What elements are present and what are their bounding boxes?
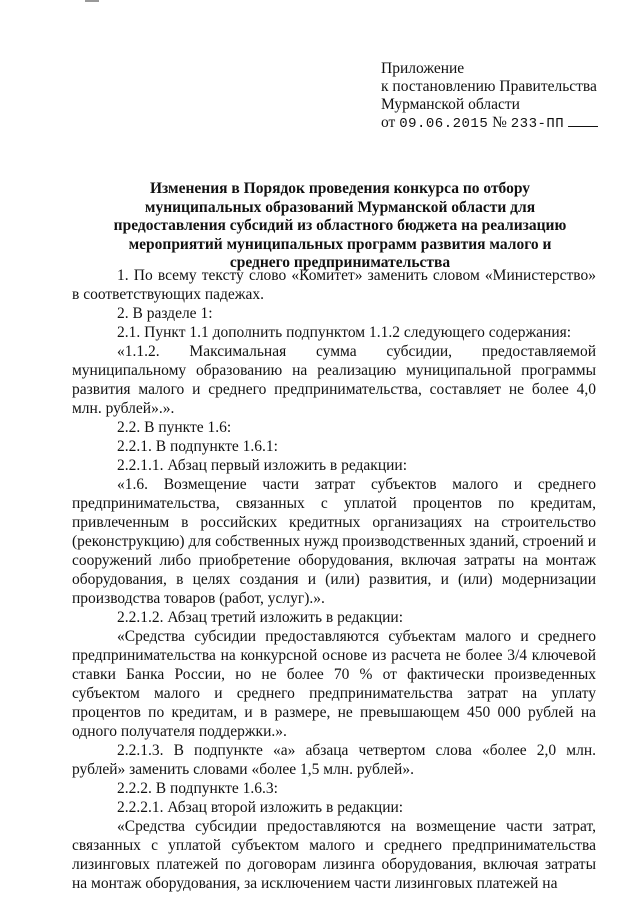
number-sign: № bbox=[492, 114, 507, 131]
paragraph: «Средства субсидии предоставляются субъектам малого и среднего предпринимательства на конкурсной основе из расчета не более 3/4 ключевой ставки Банка России, но не более 70 % от фактически произведенных субъектом малого и среднего предпринимательства затрат на уплату процентов по кредитам, и в размере, не превышающем 450 000 рублей на одного получателя поддержки.». bbox=[72, 628, 596, 740]
paragraph: 2.2.2.1. Абзац второй изложить в редакции: bbox=[117, 799, 404, 816]
paragraph: 2.2.1.2. Абзац третий изложить в редакции: bbox=[117, 609, 404, 626]
paragraph: «1.6. Возмещение части затрат субъектов малого и среднего предпринимательства, связанных с уплатой процентов по кредитам, привлеченным в российских кредитных организациях на строительство (реконструкцию) для собственных нужд производственных зданий, строений и сооружений либо приобретение оборудования, включая затраты на монтаж оборудования, в целях создания и (или) развития, и (или) модернизации производства товаров (работ, услуг).». bbox=[72, 476, 597, 607]
number-underline bbox=[568, 114, 598, 127]
paragraph: 1. По всему тексту слово «Комитет» заменить словом «Министерство» в соответствующих падежах. bbox=[72, 267, 596, 303]
appendix-header bbox=[381, 60, 598, 133]
scan-mark bbox=[85, 0, 99, 2]
document-title: Изменения в Порядок проведения конкурса по отбору муниципальных образований Мурманской области для предоставления субсидий из областного бюджета на реализацию мероприятий муниципальных программ развития малого и среднего предпринимательства bbox=[113, 180, 567, 271]
paragraph: «1.1.2. Максимальная сумма субсидии, предоставляемой муниципальному образованию на реализацию муниципальной программы развития малого и среднего предпринимательства, составляет не более 4,0 млн. рублей».». bbox=[72, 343, 596, 417]
paragraph: «Средства субсидии предоставляются на возмещение части затрат, связанных с уплатой субъектом малого и среднего предпринимательства лизинговых платежей по договорам лизинга оборудования, включая затраты на монтаж оборудования, за исключением части лизинговых платежей на bbox=[72, 818, 596, 892]
document-body bbox=[72, 266, 596, 893]
paragraph: 2.2.2. В подпункте 1.6.3: bbox=[117, 780, 278, 797]
appendix-date-line bbox=[381, 114, 598, 133]
resolution-number: 233-ПП bbox=[510, 116, 565, 132]
appendix-region-line: Мурманской области bbox=[381, 96, 520, 113]
date-prefix: от bbox=[381, 114, 396, 131]
resolution-date: 09.06.2015 bbox=[399, 116, 489, 132]
paragraph: 2. В разделе 1: bbox=[117, 305, 213, 322]
paragraph: 2.2.1.3. В подпункте «а» абзаца четвертом слова «более 2,0 млн. рублей» заменить словами «более 1,5 млн. рублей». bbox=[72, 742, 596, 778]
paragraph: 2.1. Пункт 1.1 дополнить подпунктом 1.1.2 следующего содержания: bbox=[117, 324, 572, 341]
paragraph: 2.2.1.1. Абзац первый изложить в редакции: bbox=[117, 457, 408, 474]
appendix-resolution-line: к постановлению Правительства bbox=[381, 78, 597, 95]
appendix-label: Приложение bbox=[381, 60, 465, 77]
paragraph: 2.2.1. В подпункте 1.6.1: bbox=[117, 438, 278, 455]
paragraph: 2.2. В пункте 1.6: bbox=[117, 419, 232, 436]
